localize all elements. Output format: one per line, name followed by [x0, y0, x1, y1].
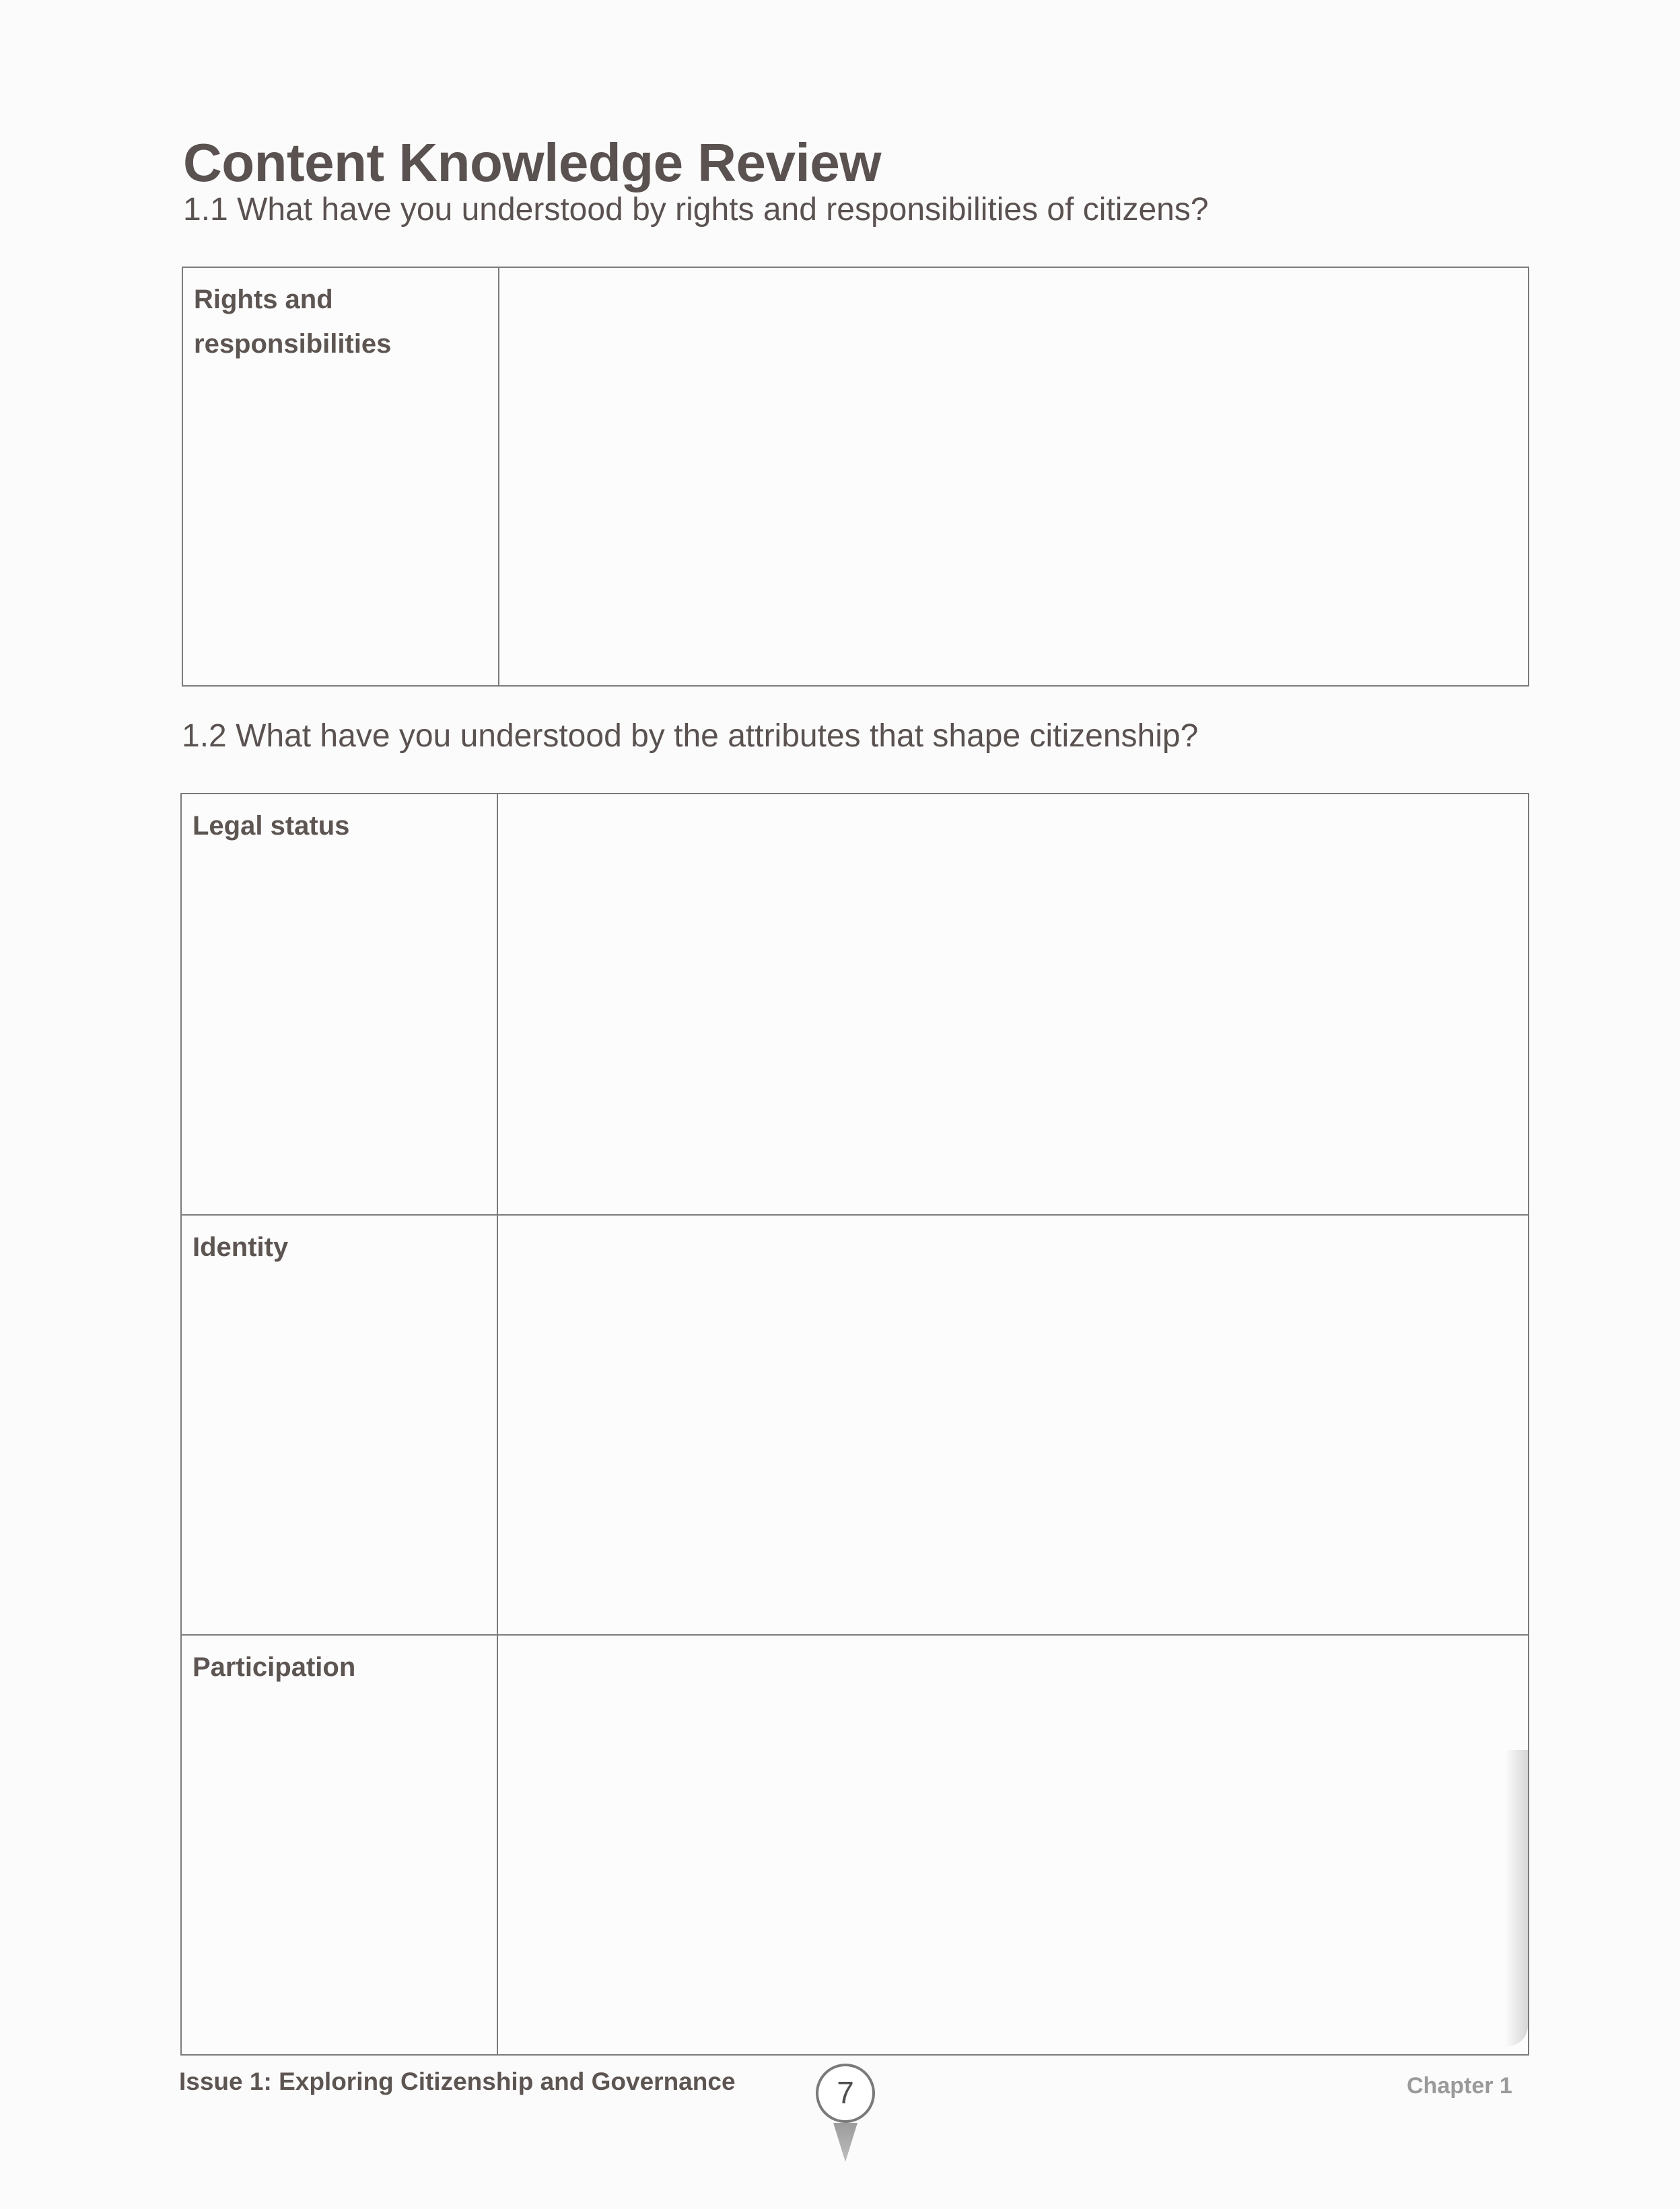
row-label	[183, 268, 499, 685]
answer-cell[interactable]	[498, 794, 1528, 1214]
page-title: Content Knowledge Review	[183, 133, 881, 192]
row-label-line: Rights and	[194, 285, 333, 314]
table-row	[182, 1214, 1528, 1634]
page-curl-shadow	[1505, 1750, 1528, 2046]
page-number: 7	[837, 2075, 854, 2110]
answer-cell[interactable]	[498, 1636, 1528, 2054]
table-row	[182, 794, 1528, 1214]
question-1: 1.1 What have you understood by rights and responsibilities of citizens?	[183, 192, 1209, 227]
answer-cell[interactable]	[498, 1216, 1528, 1634]
row-label: Participation	[182, 1636, 498, 2054]
page-number-marker	[813, 2062, 878, 2163]
row-label: Legal status	[182, 794, 498, 1214]
table-row	[182, 1634, 1528, 2054]
table-row	[183, 268, 1528, 685]
attributes-table	[180, 793, 1529, 2056]
footer-issue: Issue 1: Exploring Citizenship and Governance	[179, 2068, 736, 2095]
answer-cell[interactable]	[499, 268, 1528, 685]
chapter-label: Chapter 1	[1407, 2073, 1512, 2099]
row-label: Identity	[182, 1216, 498, 1634]
row-label-line: responsibilities	[194, 329, 392, 359]
rights-table	[182, 267, 1529, 687]
question-2: 1.2 What have you understood by the attributes that shape citizenship?	[182, 718, 1199, 754]
